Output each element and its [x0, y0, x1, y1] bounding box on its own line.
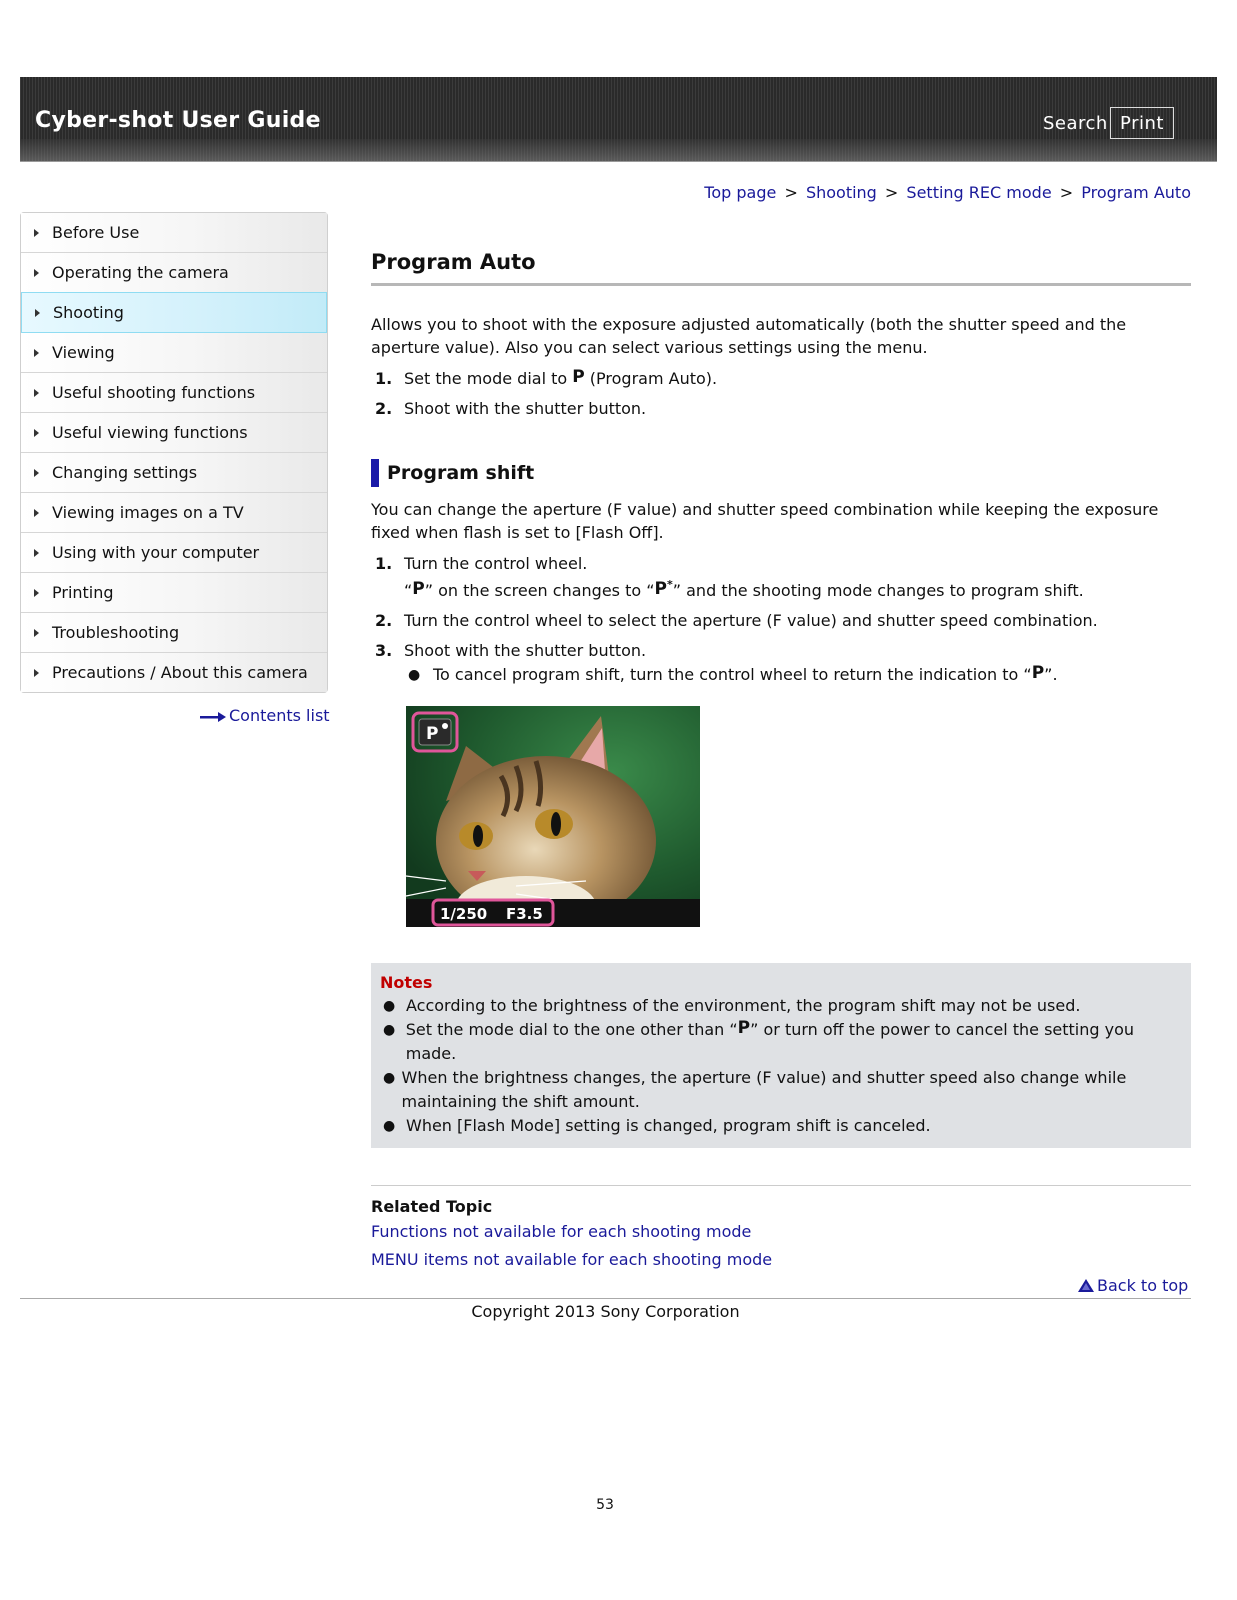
sidebar-item-useful-shooting-functions[interactable] — [21, 373, 327, 413]
page-number: 53 — [596, 1497, 614, 1513]
program-shift-icon — [655, 576, 673, 598]
step-item — [371, 397, 1191, 421]
camera-screen-image — [406, 706, 700, 927]
step-text-part: ” and the shooting mode changes to program shift. — [672, 581, 1084, 600]
sidebar-item-label: Troubleshooting — [52, 623, 180, 642]
arrow-right-icon — [200, 712, 226, 722]
step-text: Turn the control wheel to select the aperture (F value) and shutter speed combination. — [404, 611, 1098, 630]
step-item — [371, 609, 1191, 633]
program-shift-letter: P — [654, 579, 667, 599]
contents-list-label: Contents list — [229, 706, 330, 725]
bullet-icon: ● — [383, 998, 396, 1014]
triangle-right-icon — [34, 509, 39, 517]
step-number: 1. — [375, 554, 393, 573]
triangle-right-icon — [34, 549, 39, 557]
notes-box — [371, 963, 1191, 1148]
sidebar-item-label: Precautions / About this camera — [52, 663, 308, 682]
sidebar-item-label: Before Use — [52, 223, 140, 242]
sidebar-item-changing-settings[interactable] — [21, 453, 327, 493]
note-text-part: ” or turn off the power to cancel the setting you made. — [405, 1020, 1135, 1063]
step-subtext — [404, 576, 1191, 603]
step-text-part: “ — [404, 581, 413, 600]
sidebar-item-printing[interactable] — [21, 573, 327, 613]
step-body — [404, 552, 1191, 603]
triangle-right-icon — [34, 229, 39, 237]
step-item — [371, 367, 1191, 391]
shift-paragraph: You can change the aperture (F value) and shutter speed combination while keeping the exposure fixed when flash is set to [Flash Off]. — [371, 500, 1159, 542]
sidebar-item-label: Operating the camera — [52, 263, 229, 282]
triangle-right-icon — [34, 429, 39, 437]
step-text — [404, 367, 1191, 391]
page-title: Program Auto — [371, 250, 1191, 286]
sidebar-item-label: Changing settings — [52, 463, 198, 482]
bullet-text-part: To cancel program shift, turn the control wheel to return the indication to “ — [433, 665, 1032, 684]
step-body — [404, 639, 1191, 687]
back-to-top-label: Back to top — [1097, 1276, 1189, 1295]
step-text-part: Set the mode dial to — [404, 369, 573, 388]
triangle-right-icon — [34, 589, 39, 597]
triangle-right-icon — [34, 389, 39, 397]
sidebar-item-label: Viewing images on a TV — [52, 503, 244, 522]
breadcrumb-separator: > — [884, 183, 899, 202]
bullet-icon: ● — [383, 1118, 396, 1134]
step-text-part: (Program Auto). — [584, 369, 718, 388]
program-shift-asterisk: * — [666, 578, 673, 591]
sidebar-item-troubleshooting[interactable] — [21, 613, 327, 653]
sidebar-item-operating-the-camera[interactable] — [21, 253, 327, 293]
breadcrumb-top-page[interactable]: Top page — [704, 183, 777, 202]
triangle-right-icon — [34, 669, 39, 677]
copyright-text: Copyright 2013 Sony Corporation — [471, 1302, 740, 1321]
note-text: When the brightness changes, the aperture (F value) and shutter speed also change while maintaining the shift amount. — [401, 1068, 1127, 1111]
cat-photo-illustration — [406, 706, 700, 927]
main-content — [371, 250, 1191, 1274]
back-to-top-link[interactable] — [1078, 1276, 1188, 1295]
aperture-readout: F3.5 — [506, 905, 543, 923]
related-topic — [371, 1185, 1191, 1274]
sidebar-item-useful-viewing-functions[interactable] — [21, 413, 327, 453]
contents-list-link[interactable] — [200, 706, 330, 725]
sidebar-item-precautions[interactable] — [21, 653, 327, 692]
step-text-part: ” on the screen changes to “ — [424, 581, 655, 600]
triangle-right-icon — [34, 349, 39, 357]
step-text: Shoot with the shutter button. — [404, 399, 647, 418]
sidebar-item-viewing-images-on-a-tv[interactable] — [21, 493, 327, 533]
program-auto-icon: P — [572, 367, 585, 387]
step-text: Shoot with the shutter button. — [404, 641, 647, 660]
notes-list — [380, 994, 1181, 1138]
sidebar-item-label: Useful viewing functions — [52, 423, 248, 442]
triangle-right-icon — [34, 629, 39, 637]
program-auto-icon: P — [1031, 663, 1045, 683]
breadcrumb-shooting[interactable]: Shooting — [805, 183, 877, 202]
notes-title: Notes — [380, 973, 433, 992]
program-auto-icon: P — [412, 579, 425, 599]
note-text — [406, 1018, 1181, 1066]
triangle-right-icon — [35, 309, 40, 317]
bullet-icon: ● — [383, 1070, 396, 1086]
intro-paragraph: Allows you to shoot with the exposure adjusted automatically (both the shutter speed and the aperture value). Also you can select various settings using the menu. — [371, 315, 1127, 357]
related-link-menu-items[interactable]: MENU items not available for each shooting mode — [371, 1250, 773, 1269]
sidebar-item-label: Printing — [52, 583, 114, 602]
sidebar-item-shooting[interactable] — [21, 292, 327, 333]
sidebar-item-using-with-your-computer[interactable] — [21, 533, 327, 573]
triangle-right-icon — [34, 269, 39, 277]
sidebar-item-label: Using with your computer — [52, 543, 260, 562]
sidebar-nav — [20, 212, 328, 693]
step-number: 2. — [375, 611, 393, 630]
main-steps — [371, 367, 1191, 421]
bullet-icon: ● — [408, 667, 421, 683]
program-auto-icon: P — [737, 1018, 751, 1038]
shift-steps — [371, 552, 1191, 687]
step-text: Turn the control wheel. — [404, 554, 588, 573]
related-link-functions[interactable]: Functions not available for each shooting mode — [371, 1222, 752, 1241]
bullet-icon: ● — [383, 1022, 396, 1038]
bullet-text — [433, 663, 1058, 687]
print-button[interactable]: Print — [1110, 107, 1174, 139]
section-bar — [371, 459, 379, 487]
search-link[interactable]: Search — [1043, 113, 1108, 134]
breadcrumb-separator: > — [784, 183, 798, 202]
bullet-item — [408, 663, 1191, 687]
step-number: 3. — [375, 641, 393, 660]
bullet-text-part: ”. — [1044, 665, 1058, 684]
header-banner — [20, 77, 1217, 162]
step-number: 1. — [375, 369, 393, 388]
step-number: 2. — [375, 399, 393, 418]
step-item — [371, 639, 1191, 687]
step-item — [371, 552, 1191, 603]
mode-indicator-text: P — [426, 724, 439, 744]
sidebar-item-before-use[interactable] — [21, 213, 327, 253]
note-item — [380, 1114, 1181, 1138]
related-topic-title: Related Topic — [371, 1197, 493, 1216]
sidebar-item-label: Viewing — [52, 343, 115, 362]
section-heading — [371, 459, 1191, 487]
note-text-part: Set the mode dial to the one other than “ — [405, 1020, 738, 1039]
sidebar-item-label: Shooting — [53, 303, 124, 322]
breadcrumb-program-auto[interactable]: Program Auto — [1081, 183, 1191, 202]
note-item — [380, 1066, 1181, 1114]
note-text: When [Flash Mode] setting is changed, program shift is canceled. — [406, 1116, 931, 1135]
triangle-up-icon — [1078, 1279, 1094, 1292]
breadcrumb-setting-rec-mode[interactable]: Setting REC mode — [906, 183, 1052, 202]
note-text: According to the brightness of the environment, the program shift may not be used. — [406, 996, 1081, 1015]
sidebar-item-label: Useful shooting functions — [52, 383, 256, 402]
section-title: Program shift — [387, 462, 535, 484]
note-item — [380, 1018, 1181, 1066]
shutter-speed-readout: 1/250 — [440, 905, 488, 923]
breadcrumb — [704, 183, 1191, 202]
sidebar-item-viewing[interactable] — [21, 333, 327, 373]
breadcrumb-separator: > — [1059, 183, 1074, 202]
note-item — [380, 994, 1181, 1018]
triangle-right-icon — [34, 469, 39, 477]
guide-title[interactable]: Cyber-shot User Guide — [35, 108, 321, 133]
footer-divider — [20, 1298, 1191, 1299]
